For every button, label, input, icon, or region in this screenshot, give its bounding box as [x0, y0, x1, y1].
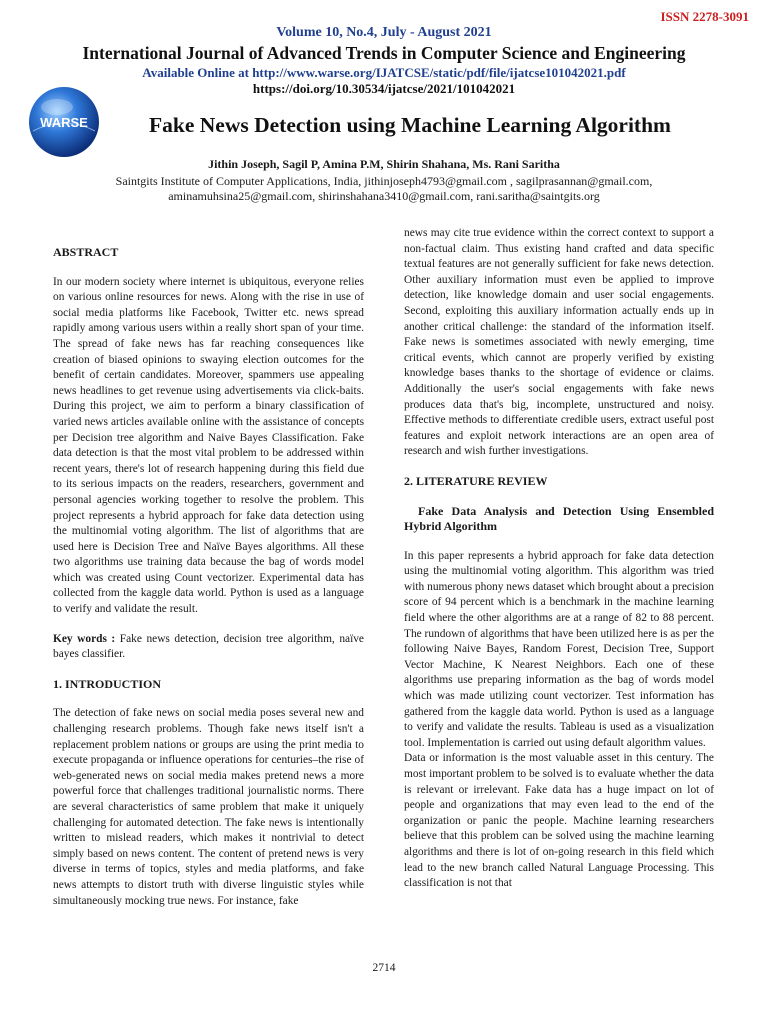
- literature-review-heading: 2. LITERATURE REVIEW: [404, 473, 548, 488]
- issn: ISSN 2278-3091: [660, 9, 749, 24]
- keywords: [53, 632, 364, 663]
- right-column: [404, 226, 714, 892]
- authors: Jithin Joseph, Sagil P, Amina P.M, Shirin Shahana, Ms. Rani Saritha: [208, 157, 560, 171]
- online-url[interactable]: Available Online at http://www.warse.org/IJATCSE/static/pdf/file/ijatcse101042021.pdf: [142, 65, 626, 80]
- subsection-heading: Fake Data Analysis and Detection Using Ensembled Hybrid Algorithm: [404, 503, 714, 534]
- page-number: 2714: [372, 962, 396, 974]
- abstract-text: In our modern society where internet is ubiquitous, everyone relies on various online resources for news. Along with the rise in use of social media platforms like Facebook, Twitter etc. news spread rapidly among various users within a really short span of your time. The spread of fake news has far reaching consequences like creation of biased opinions to swaying election outcomes for the benefit of certain candidates. Moreover, spammers use appealing news headlines to get revenue using advertisements via click-baits. During this project, we aim to perform a binary classification of varied news articles available online with the assistance of concepts per Decision tree algorithm and Naive Bayes Classification. Fake data detection is that the most vital problem to be addressed within recent years, there's lot of research happening during this field due to its serious impacts on the readers, researchers, government and personal agencies working together to resolve the problem. This project represents a hybrid approach for fake data detection using the multinomial voting algorithm. The list of algorithms that are used here is Decision Tree and Naïve Bayes algorithms. All these two algorithms use training data because the bag of words model which was created using Count vectorizer. Experimental data has collected from the kaggle data world. Python is used as a language to verify and validate the result.: [53, 275, 364, 616]
- literature-paragraph-1: In this paper represents a hybrid approach for fake data detection using the multinomial voting algorithm. This algorithm was tried with numerous phony news dataset which brought about a precision score of 94 percent which is a benchmark in the machine learning field where the other algorithms are at a range of 82 to 88 percent. The rundown of algorithms that have been utilized here is as per the following Naive Bayes, Random Forest, Decision Tree, Support Vector Machine, K Nearest Neighbors. Each one of these algorithms use preparing information as the bag of words model which was made utilizing count vectorizer. Test information has gathered from the kaggle data world. Python is used as a language to verify and validate the results. Tableau is used as a visualization tool. Implementation is carried out using default algorithm values.: [404, 549, 714, 749]
- paper-title: Fake News Detection using Machine Learning Algorithm: [149, 113, 671, 137]
- affiliation-line-1: Saintgits Institute of Computer Applications, India, jithinjoseph4793@gmail.com , sagilprasannan@gmail.com,: [115, 174, 653, 188]
- literature-paragraph-2: Data or information is the most valuable asset in this century. The most important problem to be solved is to evaluate whether the data is relevant or irrelevant. Fake data has a huge impact on lot of people and organizations that may even lead to the end of the organization or panic the people. Machine learning researchers believe that this problem can be solved using the machine learning algorithms and there is lot of on-going research in this field which lead to the new branch called Natural Language Processing. This classification is not that: [404, 752, 714, 890]
- keywords-label: Key words :: [53, 632, 116, 645]
- left-column: [53, 245, 364, 909]
- abstract-heading: ABSTRACT: [53, 245, 119, 259]
- logo-text: WARSE: [40, 115, 88, 130]
- keywords-text: Fake news detection, decision tree algorithm, naïve bayes classifier.: [53, 632, 364, 661]
- doi-link[interactable]: https://doi.org/10.30534/ijatcse/2021/101042021: [252, 81, 516, 96]
- affiliation-line-2: aminamuhsina25@gmail.com, shirinshahana3410@gmail.com, rani.saritha@saintgits.org: [168, 189, 600, 203]
- introduction-continued-text: news may cite true evidence within the correct context to support a non-factual claim. Thus existing hand crafted and data specific textual features are not generally sufficient for fake news detection. Other auxiliary information must even be applied to improve detection, like knowledge domain and user social engagements. Second, exploiting this auxiliary information actually ends up in another critical challenge: the standard of the information itself. Fake news is sometimes associated with newly emerging, time critical events, which cannot are properly verified by existing knowledge bases thanks to the shortage of evidence or claims. Additionally the user's social engagements with fake news produces data that's big, incomplete, unstructured and noisy. Effective methods to differentiate credible users, extract useful post features and exploit network interactions are an open area of research and wish further investigations.: [404, 227, 714, 458]
- warse-logo: [27, 85, 101, 159]
- introduction-text: The detection of fake news on social media poses several new and challenging research problems. Though fake news itself isn't a replacement problem nations or groups are using the print media to execute propaganda or influence operations for centuries–the rise of web-generated news on social media makes pretend news a more powerful force that challenges traditional journalistic norms. There are several characteristics of same problem that make it uniquely challenging for automated detection. The fake news is intentionally written to mislead readers, which makes it nontrivial to detect simply based on news content. The content of pretend news is very diverse in terms of topics, styles and media platforms, and fake news attempts to distort truth with diverse linguistic styles while simultaneously mocking true news. For instance, fake: [53, 707, 364, 907]
- affiliations: [70, 174, 698, 204]
- volume-info: Volume 10, No.4, July - August 2021: [276, 25, 492, 40]
- journal-name: International Journal of Advanced Trends in Computer Science and Engineering: [82, 43, 686, 63]
- introduction-heading: 1. INTRODUCTION: [53, 676, 162, 691]
